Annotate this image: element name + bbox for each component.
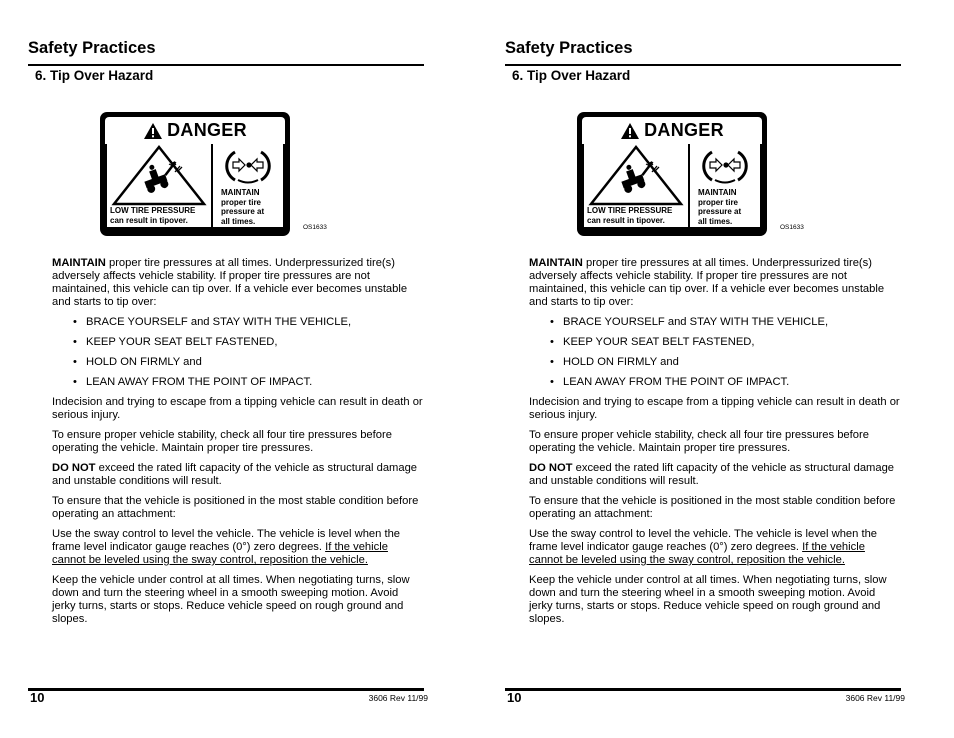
section-title: Safety Practices — [505, 39, 633, 57]
tipover-pictogram-icon — [584, 144, 688, 206]
tipover-caption-line2: can result in tipover. — [110, 215, 188, 225]
tipover-caption-line2: can result in tipover. — [587, 215, 665, 225]
bullet-list — [529, 316, 901, 396]
maintain-caption-line3: pressure at — [221, 207, 265, 216]
position-paragraph: To ensure that the vehicle is positioned in the most stable condition before operating an attachment: — [529, 495, 896, 520]
maintain-caption-line4: all times. — [698, 216, 733, 226]
revision-text: 3606 Rev 11/99 — [845, 693, 905, 703]
sway-text: Use the sway control to level the vehicle. The vehicle is level when the frame level indicator gauge reaches (0°) zero degrees. — [52, 528, 401, 553]
sway-paragraph — [529, 528, 901, 567]
maintain-caption-line1: MAINTAIN — [698, 188, 737, 197]
list-item: • BRACE YOURSELF and STAY WITH THE VEHICLE, — [529, 316, 901, 336]
tire-pressure-panel — [213, 144, 283, 227]
subsection-title: 6. Tip Over Hazard — [35, 68, 154, 83]
stability-paragraph: To ensure proper vehicle stability, check all four tire pressures before operating the vehicle. Maintain proper tire pressures. — [52, 429, 392, 454]
do-not-paragraph — [52, 462, 424, 488]
maintain-caption-line3: pressure at — [698, 207, 742, 216]
right-page — [505, 0, 905, 738]
header-rule — [28, 64, 424, 66]
tipover-pictogram-icon — [107, 144, 211, 206]
intro-text: proper tire pressures at all times. Underpressurized tire(s) adversely affects vehicle stability. If proper tire pressures are not maintained, this vehicle can tip over. If a vehicle ever becomes unstable and starts to tip over: — [529, 257, 885, 308]
danger-label — [100, 112, 290, 236]
maintain-caption-line2: proper tire — [221, 197, 262, 207]
subsection-title: 6. Tip Over Hazard — [512, 68, 631, 83]
list-item: • BRACE YOURSELF and STAY WITH THE VEHICLE, — [52, 316, 424, 336]
intro-paragraph — [52, 257, 424, 309]
warning-triangle-icon — [143, 122, 163, 140]
intro-paragraph — [529, 257, 901, 309]
figure-id: OS1633 — [780, 224, 804, 231]
sway-paragraph — [52, 528, 424, 567]
maintain-caption-line1: MAINTAIN — [221, 188, 260, 197]
revision-text: 3606 Rev 11/99 — [368, 693, 428, 703]
do-not-bold: DO NOT — [52, 462, 96, 474]
list-item: • KEEP YOUR SEAT BELT FASTENED, — [52, 336, 424, 356]
list-item: • HOLD ON FIRMLY and — [52, 356, 424, 376]
tire-pressure-icon — [213, 144, 283, 188]
sway-text: Use the sway control to level the vehicle. The vehicle is level when the frame level indicator gauge reaches (0°) zero degrees. — [529, 528, 878, 553]
do-not-paragraph — [529, 462, 901, 488]
sway-underlined-text: If the vehicle cannot be leveled using the sway control, reposition the vehicle. — [529, 541, 865, 566]
list-item: • HOLD ON FIRMLY and — [529, 356, 901, 376]
do-not-text: exceed the rated lift capacity of the vehicle as structural damage and unstable conditions will result. — [529, 462, 895, 487]
stability-paragraph: To ensure proper vehicle stability, check all four tire pressures before operating the vehicle. Maintain proper tire pressures. — [529, 429, 869, 454]
figure-id: OS1633 — [303, 224, 327, 231]
maintain-caption-line2: proper tire — [698, 197, 739, 207]
control-paragraph: Keep the vehicle under control at all times. When negotiating turns, slow down and turn the steering wheel in a smooth sweeping motion. Avoid jerky turns, starts or stops. Reduce vehicle speed on rough ground and slopes. — [529, 574, 887, 625]
footer-rule — [28, 688, 424, 691]
header-rule — [505, 64, 901, 66]
sway-underlined-text: If the vehicle cannot be leveled using the sway control, reposition the vehicle. — [52, 541, 388, 566]
left-page — [28, 0, 428, 738]
control-paragraph: Keep the vehicle under control at all times. When negotiating turns, slow down and turn the steering wheel in a smooth sweeping motion. Avoid jerky turns, starts or stops. Reduce vehicle speed on rough ground and slopes. — [52, 574, 410, 625]
tipover-panel — [584, 144, 688, 227]
footer-rule — [505, 688, 901, 691]
intro-bold: MAINTAIN — [529, 257, 583, 269]
intro-bold: MAINTAIN — [52, 257, 106, 269]
tipover-caption-line1: LOW TIRE PRESSURE — [110, 206, 196, 215]
list-item: • LEAN AWAY FROM THE POINT OF IMPACT. — [52, 376, 424, 396]
danger-label — [577, 112, 767, 236]
warning-triangle-icon — [620, 122, 640, 140]
do-not-text: exceed the rated lift capacity of the vehicle as structural damage and unstable conditions will result. — [52, 462, 418, 487]
intro-text: proper tire pressures at all times. Underpressurized tire(s) adversely affects vehicle stability. If proper tire pressures are not maintained, this vehicle can tip over. If a vehicle ever becomes unstable and starts to tip over: — [52, 257, 408, 308]
indecision-paragraph: Indecision and trying to escape from a tipping vehicle can result in death or serious injury. — [52, 396, 423, 421]
page-number: 10 — [30, 690, 45, 705]
page-number: 10 — [507, 690, 522, 705]
danger-word: DANGER — [644, 120, 724, 140]
tipover-panel — [107, 144, 211, 227]
danger-header — [105, 117, 285, 144]
section-title: Safety Practices — [28, 39, 156, 57]
list-item: • KEEP YOUR SEAT BELT FASTENED, — [529, 336, 901, 356]
list-item: • LEAN AWAY FROM THE POINT OF IMPACT. — [529, 376, 901, 396]
bullet-list — [52, 316, 424, 396]
tire-pressure-icon — [690, 144, 760, 188]
danger-header — [582, 117, 762, 144]
maintain-caption-line4: all times. — [221, 216, 256, 226]
tire-pressure-panel — [690, 144, 760, 227]
body-text — [52, 257, 424, 633]
position-paragraph: To ensure that the vehicle is positioned in the most stable condition before operating an attachment: — [52, 495, 419, 520]
do-not-bold: DO NOT — [529, 462, 573, 474]
indecision-paragraph: Indecision and trying to escape from a tipping vehicle can result in death or serious injury. — [529, 396, 900, 421]
danger-word: DANGER — [167, 120, 247, 140]
body-text — [529, 257, 901, 633]
tipover-caption-line1: LOW TIRE PRESSURE — [587, 206, 673, 215]
